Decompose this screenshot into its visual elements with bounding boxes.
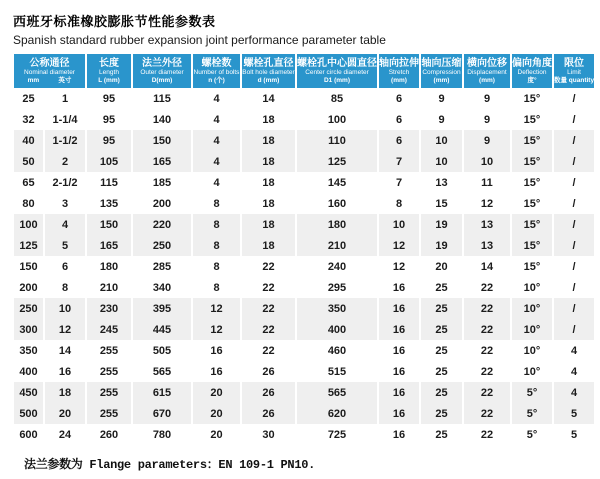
table-cell: 22 <box>242 340 295 361</box>
table-cell: 725 <box>297 424 377 445</box>
table-cell: 4 <box>193 88 240 109</box>
table-cell: 15° <box>512 193 552 214</box>
table-cell: 16 <box>379 340 419 361</box>
table-cell: 12 <box>379 256 419 277</box>
column-header-zh: 轴向拉伸 <box>379 57 419 69</box>
table-cell: 165 <box>133 151 191 172</box>
table-row <box>14 235 594 256</box>
table-cell: 95 <box>87 88 131 109</box>
table-cell: 10 <box>421 151 462 172</box>
table-cell: 9 <box>464 88 510 109</box>
table-cell: 180 <box>87 256 131 277</box>
table-cell: 16 <box>379 298 419 319</box>
table-cell: 18 <box>242 130 295 151</box>
column-header-unit: D(mm) <box>151 76 173 84</box>
table-cell: 16 <box>45 361 85 382</box>
table-cell: 16 <box>193 340 240 361</box>
table-cell: 22 <box>464 340 510 361</box>
table-body <box>14 88 594 445</box>
table-cell: 25 <box>421 277 462 298</box>
table-cell: 125 <box>14 235 43 256</box>
table-cell: 18 <box>242 235 295 256</box>
table-cell: 5 <box>45 235 85 256</box>
table-cell: / <box>554 256 594 277</box>
column-header-unit <box>14 77 85 85</box>
table-header-row <box>14 54 594 88</box>
table-cell: 260 <box>87 424 131 445</box>
table-cell: 9 <box>464 109 510 130</box>
table-row <box>14 193 594 214</box>
table-cell: 5° <box>512 382 552 403</box>
table-cell: 600 <box>14 424 43 445</box>
table-cell: 12 <box>45 319 85 340</box>
table-cell: 22 <box>464 277 510 298</box>
table-cell: 18 <box>242 172 295 193</box>
table-cell: 25 <box>421 340 462 361</box>
column-header <box>379 54 419 88</box>
table-cell: 4 <box>193 151 240 172</box>
table-cell: 16 <box>379 319 419 340</box>
column-header <box>14 54 85 88</box>
table-cell: 2-1/2 <box>45 172 85 193</box>
table-cell: 230 <box>87 298 131 319</box>
table-cell: 22 <box>464 403 510 424</box>
table-cell: 18 <box>242 151 295 172</box>
table-cell: / <box>554 235 594 256</box>
table-cell: 95 <box>87 109 131 130</box>
table-cell: 50 <box>14 151 43 172</box>
table-cell: 13 <box>464 235 510 256</box>
table-row <box>14 214 594 235</box>
table-cell: 185 <box>133 172 191 193</box>
table-cell: 100 <box>297 109 377 130</box>
table-cell: 18 <box>242 214 295 235</box>
table-cell: 7 <box>379 172 419 193</box>
column-header-zh: 轴向压缩 <box>421 57 462 69</box>
table-cell: 145 <box>297 172 377 193</box>
page-title-en: Spanish standard rubber expansion joint performance parameter table <box>13 33 386 47</box>
table-cell: 20 <box>421 256 462 277</box>
table-cell: 400 <box>14 361 43 382</box>
table-cell: 115 <box>87 172 131 193</box>
table-cell: 14 <box>464 256 510 277</box>
table-cell: 25 <box>421 319 462 340</box>
column-header-unit: (mm) <box>479 76 495 84</box>
table-cell: 150 <box>87 214 131 235</box>
column-header-zh: 长度 <box>99 57 119 69</box>
column-header <box>554 54 594 88</box>
table-cell: 5° <box>512 403 552 424</box>
column-header-unit: n (个) <box>208 76 225 84</box>
table-cell: 250 <box>133 235 191 256</box>
table-cell: 180 <box>297 214 377 235</box>
table-cell: / <box>554 172 594 193</box>
column-header <box>421 54 462 88</box>
column-header-zh: 法兰外径 <box>142 57 182 69</box>
table-cell: 100 <box>14 214 43 235</box>
column-header-en: Length <box>99 68 119 76</box>
table-cell: 4 <box>554 340 594 361</box>
table-cell: 15° <box>512 151 552 172</box>
table-row <box>14 361 594 382</box>
table-cell: 85 <box>297 88 377 109</box>
column-header <box>512 54 552 88</box>
table-cell: 16 <box>379 403 419 424</box>
column-header-en: Bolt hole diameter <box>242 68 295 76</box>
table-cell: 10 <box>379 214 419 235</box>
table-cell: 15° <box>512 235 552 256</box>
table-cell: 255 <box>87 361 131 382</box>
column-header-en: Number of bolts <box>193 68 240 76</box>
table-row <box>14 88 594 109</box>
table-cell: 12 <box>379 235 419 256</box>
column-header-zh: 横向位移 <box>467 57 507 69</box>
table-cell: 125 <box>297 151 377 172</box>
table-row <box>14 382 594 403</box>
table-cell: 220 <box>133 214 191 235</box>
table-cell: / <box>554 130 594 151</box>
table-cell: 13 <box>464 214 510 235</box>
table-cell: 22 <box>464 361 510 382</box>
table-cell: 200 <box>14 277 43 298</box>
table-cell: 10° <box>512 277 552 298</box>
table-cell: 22 <box>242 277 295 298</box>
table-cell: 350 <box>297 298 377 319</box>
table-cell: 18 <box>45 382 85 403</box>
column-header <box>297 54 377 88</box>
column-header-unit: 度° <box>527 76 537 84</box>
table-cell: 12 <box>193 298 240 319</box>
table-cell: 300 <box>14 319 43 340</box>
table-cell: 20 <box>193 382 240 403</box>
column-header-unit: 数量 quantity <box>554 76 595 84</box>
column-header-zh: 螺栓孔中心圆直径 <box>297 57 377 69</box>
column-header-en: Displacement <box>467 68 507 76</box>
table-cell: 11 <box>464 172 510 193</box>
column-header <box>193 54 240 88</box>
column-header-en: Stretch <box>388 68 410 76</box>
table-cell: 4 <box>193 172 240 193</box>
table-cell: 245 <box>87 319 131 340</box>
table-cell: / <box>554 109 594 130</box>
table-cell: 15° <box>512 256 552 277</box>
table-row <box>14 298 594 319</box>
column-subheader: mm <box>27 76 40 84</box>
column-header <box>242 54 295 88</box>
table-cell: 25 <box>421 298 462 319</box>
table-cell: 24 <box>45 424 85 445</box>
table-cell: 165 <box>87 235 131 256</box>
page-title-zh: 西班牙标准橡胶膨胀节性能参数表 <box>13 14 216 29</box>
table-cell: 4 <box>45 214 85 235</box>
table-cell: 40 <box>14 130 43 151</box>
table-cell: 3 <box>45 193 85 214</box>
table-cell: 295 <box>297 277 377 298</box>
table-cell: 8 <box>193 235 240 256</box>
table-cell: 150 <box>14 256 43 277</box>
table-cell: 1 <box>45 88 85 109</box>
flange-parameters-footnote: 法兰参数为 Flange parameters：EN 109-1 PN10. <box>24 458 316 472</box>
column-header-unit: (mm) <box>391 76 407 84</box>
table-cell: 250 <box>14 298 43 319</box>
table-cell: 515 <box>297 361 377 382</box>
table-cell: 13 <box>421 172 462 193</box>
table-cell: 22 <box>464 424 510 445</box>
table-cell: 26 <box>242 403 295 424</box>
table-row <box>14 109 594 130</box>
table-cell: 8 <box>193 277 240 298</box>
column-header <box>133 54 191 88</box>
table-cell: 620 <box>297 403 377 424</box>
table-row <box>14 130 594 151</box>
table-head <box>14 54 594 88</box>
table-cell: 400 <box>297 319 377 340</box>
table-cell: 10 <box>45 298 85 319</box>
table-cell: 16 <box>379 382 419 403</box>
table-row <box>14 319 594 340</box>
table-cell: 32 <box>14 109 43 130</box>
table-cell: 14 <box>45 340 85 361</box>
table-cell: 1-1/2 <box>45 130 85 151</box>
table-cell: 210 <box>87 277 131 298</box>
table-cell: 22 <box>242 256 295 277</box>
table-cell: 350 <box>14 340 43 361</box>
table-cell: 5 <box>554 403 594 424</box>
table-row <box>14 256 594 277</box>
table-cell: 115 <box>133 88 191 109</box>
table-cell: 15° <box>512 109 552 130</box>
column-header-en: Limit <box>567 68 581 76</box>
table-cell: 22 <box>464 298 510 319</box>
table-cell: 4 <box>554 361 594 382</box>
table-cell: 30 <box>242 424 295 445</box>
table-cell: 780 <box>133 424 191 445</box>
column-header-unit: (mm) <box>433 76 450 84</box>
table-cell: 105 <box>87 151 131 172</box>
table-cell: 25 <box>14 88 43 109</box>
table-cell: 150 <box>133 130 191 151</box>
table-cell: 15° <box>512 130 552 151</box>
table-row <box>14 424 594 445</box>
table-cell: 19 <box>421 235 462 256</box>
table-cell: 18 <box>242 193 295 214</box>
table-cell: 615 <box>133 382 191 403</box>
table-cell: 19 <box>421 214 462 235</box>
table-cell: 135 <box>87 193 131 214</box>
table-cell: 7 <box>379 151 419 172</box>
table-cell: 8 <box>193 193 240 214</box>
table-cell: 8 <box>193 214 240 235</box>
table-cell: 16 <box>379 361 419 382</box>
table-row <box>14 172 594 193</box>
table-cell: 10° <box>512 340 552 361</box>
table-row <box>14 403 594 424</box>
table-cell: 12 <box>464 193 510 214</box>
table-cell: 460 <box>297 340 377 361</box>
table-cell: 25 <box>421 403 462 424</box>
table-cell: 255 <box>87 382 131 403</box>
table-cell: 26 <box>242 361 295 382</box>
table-cell: 240 <box>297 256 377 277</box>
table-cell: 10 <box>421 130 462 151</box>
table-cell: 10 <box>464 151 510 172</box>
table-cell: / <box>554 298 594 319</box>
table-cell: 25 <box>421 382 462 403</box>
table-cell: 505 <box>133 340 191 361</box>
table-cell: 5° <box>512 424 552 445</box>
table-cell: 15° <box>512 172 552 193</box>
table-cell: 445 <box>133 319 191 340</box>
table-row <box>14 340 594 361</box>
table-cell: 20 <box>193 424 240 445</box>
table-cell: 340 <box>133 277 191 298</box>
column-header-zh: 螺栓孔直径 <box>243 57 294 69</box>
table-cell: / <box>554 319 594 340</box>
column-header-en: Center circle diameter <box>305 68 369 76</box>
table-cell: 65 <box>14 172 43 193</box>
column-header-zh: 公称通径 <box>29 57 70 69</box>
table-cell: 500 <box>14 403 43 424</box>
column-header-unit: D1 (mm) <box>323 76 350 84</box>
column-header <box>464 54 510 88</box>
column-header-unit: d (mm) <box>257 76 280 84</box>
parameter-table <box>12 54 596 445</box>
table-cell: 15 <box>421 193 462 214</box>
table-cell: 8 <box>45 277 85 298</box>
table-cell: 140 <box>133 109 191 130</box>
table-cell: 15° <box>512 88 552 109</box>
table-cell: 22 <box>464 382 510 403</box>
column-header-zh: 偏向角度 <box>512 57 552 69</box>
table-cell: 22 <box>242 319 295 340</box>
table-cell: 15° <box>512 214 552 235</box>
table-cell: / <box>554 193 594 214</box>
column-header-en: Outer diameter <box>140 68 184 76</box>
table-cell: 18 <box>242 109 295 130</box>
table-cell: 22 <box>464 319 510 340</box>
table-cell: 25 <box>421 361 462 382</box>
table-row <box>14 151 594 172</box>
table-cell: 6 <box>379 109 419 130</box>
table-cell: 9 <box>421 88 462 109</box>
table-cell: 9 <box>464 130 510 151</box>
table-cell: 2 <box>45 151 85 172</box>
table-cell: 4 <box>554 382 594 403</box>
table-cell: 10° <box>512 319 552 340</box>
table-cell: 12 <box>193 319 240 340</box>
table-cell: / <box>554 277 594 298</box>
table-cell: 95 <box>87 130 131 151</box>
table-cell: 14 <box>242 88 295 109</box>
column-header-unit: L (mm) <box>98 76 120 84</box>
table-cell: 255 <box>87 403 131 424</box>
table-cell: 16 <box>193 361 240 382</box>
table-cell: / <box>554 151 594 172</box>
table-cell: 4 <box>193 130 240 151</box>
column-header-en: Nominal diameter <box>24 68 75 76</box>
table-cell: 6 <box>379 130 419 151</box>
table-cell: 80 <box>14 193 43 214</box>
table-cell: 10° <box>512 361 552 382</box>
table-cell: 8 <box>193 256 240 277</box>
table-cell: 5 <box>554 424 594 445</box>
table-cell: 110 <box>297 130 377 151</box>
table-cell: 6 <box>45 256 85 277</box>
table-cell: 210 <box>297 235 377 256</box>
column-header <box>87 54 131 88</box>
table-cell: 26 <box>242 382 295 403</box>
table-cell: 395 <box>133 298 191 319</box>
table-cell: / <box>554 214 594 235</box>
table-cell: 255 <box>87 340 131 361</box>
column-subheader: 英寸 <box>58 76 72 84</box>
column-header-en: Compression <box>422 68 461 76</box>
table-cell: 25 <box>421 424 462 445</box>
column-header-en: Deflection <box>517 68 547 76</box>
table-cell: 20 <box>193 403 240 424</box>
table-cell: 565 <box>297 382 377 403</box>
table-row <box>14 277 594 298</box>
table-cell: 565 <box>133 361 191 382</box>
table-cell: 9 <box>421 109 462 130</box>
table-cell: 4 <box>193 109 240 130</box>
table-cell: 200 <box>133 193 191 214</box>
table-cell: 6 <box>379 88 419 109</box>
table-cell: 8 <box>379 193 419 214</box>
table-cell: 10° <box>512 298 552 319</box>
table-cell: 285 <box>133 256 191 277</box>
table-cell: 450 <box>14 382 43 403</box>
table-cell: / <box>554 88 594 109</box>
column-header-zh: 限位 <box>564 57 585 69</box>
table-cell: 16 <box>379 277 419 298</box>
table-cell: 1-1/4 <box>45 109 85 130</box>
table-cell: 160 <box>297 193 377 214</box>
table-cell: 22 <box>242 298 295 319</box>
table-cell: 20 <box>45 403 85 424</box>
column-header-zh: 螺栓数 <box>201 57 232 69</box>
table-cell: 16 <box>379 424 419 445</box>
table-cell: 670 <box>133 403 191 424</box>
